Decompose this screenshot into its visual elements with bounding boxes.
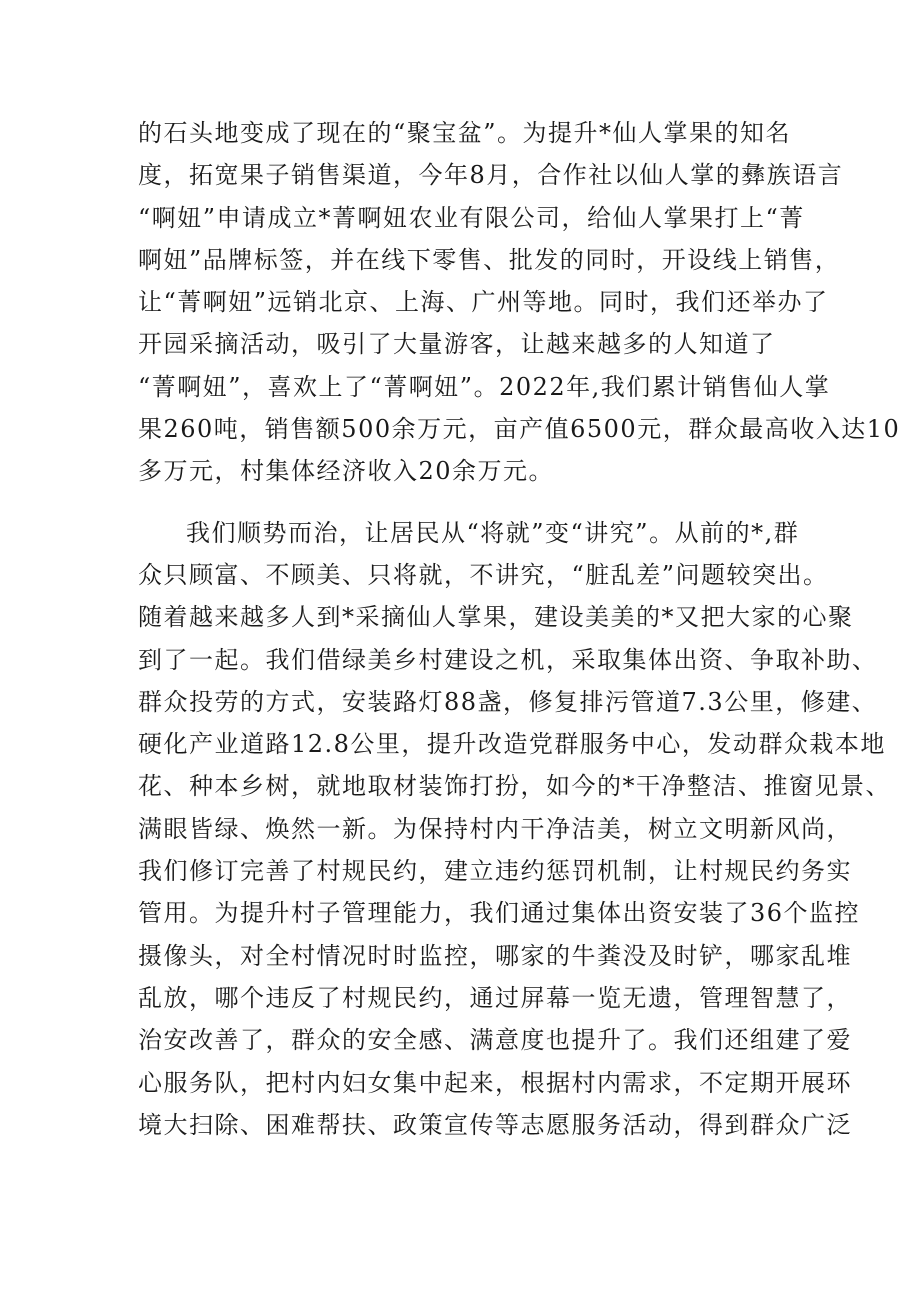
paragraph-governance [138, 512, 891, 1146]
text-line: 开园采摘活动，吸引了大量游客，让越来越多的人知道了 [138, 330, 776, 359]
text-line: 我们修订完善了村规民约，建立违约惩罚机制，让村规民约务实 [138, 857, 852, 886]
text-line: 乱放，哪个违反了村规民约，通过屏幕一览无遗，管理智慧了， [138, 983, 852, 1012]
text-line: 花、种本乡树，就地取材装饰打扮，如今的*干净整洁、推窗见景、 [138, 772, 891, 801]
text-line: 的石头地变成了现在的“聚宝盆”。为提升*仙人掌果的知名 [138, 119, 792, 147]
text-line-indented: 我们顺势而治，让居民从“将就”变“讲究”。从前的*,群 [186, 518, 800, 547]
text-line: “啊妞”申请成立*菁啊妞农业有限公司，给仙人掌果打上“菁 [138, 203, 805, 232]
text-line: 众只顾富、不顾美、只将就，不讲究，“脏乱差”问题较突出。 [138, 560, 829, 589]
text-line: 治安改善了，群众的安全感、满意度也提升了。我们还组建了爱 [138, 1026, 852, 1055]
text-line: 群众投劳的方式，安装路灯88盏，修复排污管道7.3公里，修建、 [138, 687, 878, 716]
text-line: 度，拓宽果子销售渠道，今年8月，合作社以仙人掌的彝族语言 [138, 161, 844, 190]
body-text [138, 112, 901, 1146]
text-line: 心服务队，把村内妇女集中起来，根据村内需求，不定期开展环 [138, 1068, 852, 1097]
text-line: 境大扫除、困难帮扶、政策宣传等志愿服务活动，得到群众广泛 [138, 1110, 852, 1139]
text-line: 啊妞”品牌标签，并在线下零售、批发的同时，开设线上销售， [138, 245, 841, 274]
text-line: 硬化产业道路12.8公里，提升改造党群服务中心，发动群众栽本地 [138, 730, 886, 759]
text-line: 果260吨，销售额500余万元，亩产值6500元，群众最高收入达10 [138, 415, 901, 444]
text-line: 到了一起。我们借绿美乡村建设之机，采取集体出资、争取补助、 [138, 645, 878, 674]
paragraph-gap [138, 493, 798, 512]
paragraph-sales [138, 112, 901, 493]
text-line: 让“菁啊妞”远销北京、上海、广州等地。同时，我们还举办了 [138, 288, 829, 317]
text-line: 管用。为提升村子管理能力，我们通过集体出资安装了36个监控 [138, 899, 861, 928]
text-line: 摄像头，对全村情况时时监控，哪家的牛粪没及时铲，哪家乱堆 [138, 941, 852, 970]
text-line: “菁啊妞”，喜欢上了“菁啊妞”。2022年,我们累计销售仙人掌 [138, 372, 831, 401]
text-line: 满眼皆绿、焕然一新。为保持村内干净洁美，树立文明新风尚， [138, 814, 852, 843]
text-line: 多万元，村集体经济收入20余万元。 [138, 457, 555, 486]
text-line: 随着越来越多人到*采摘仙人掌果，建设美美的*又把大家的心聚 [138, 603, 854, 632]
